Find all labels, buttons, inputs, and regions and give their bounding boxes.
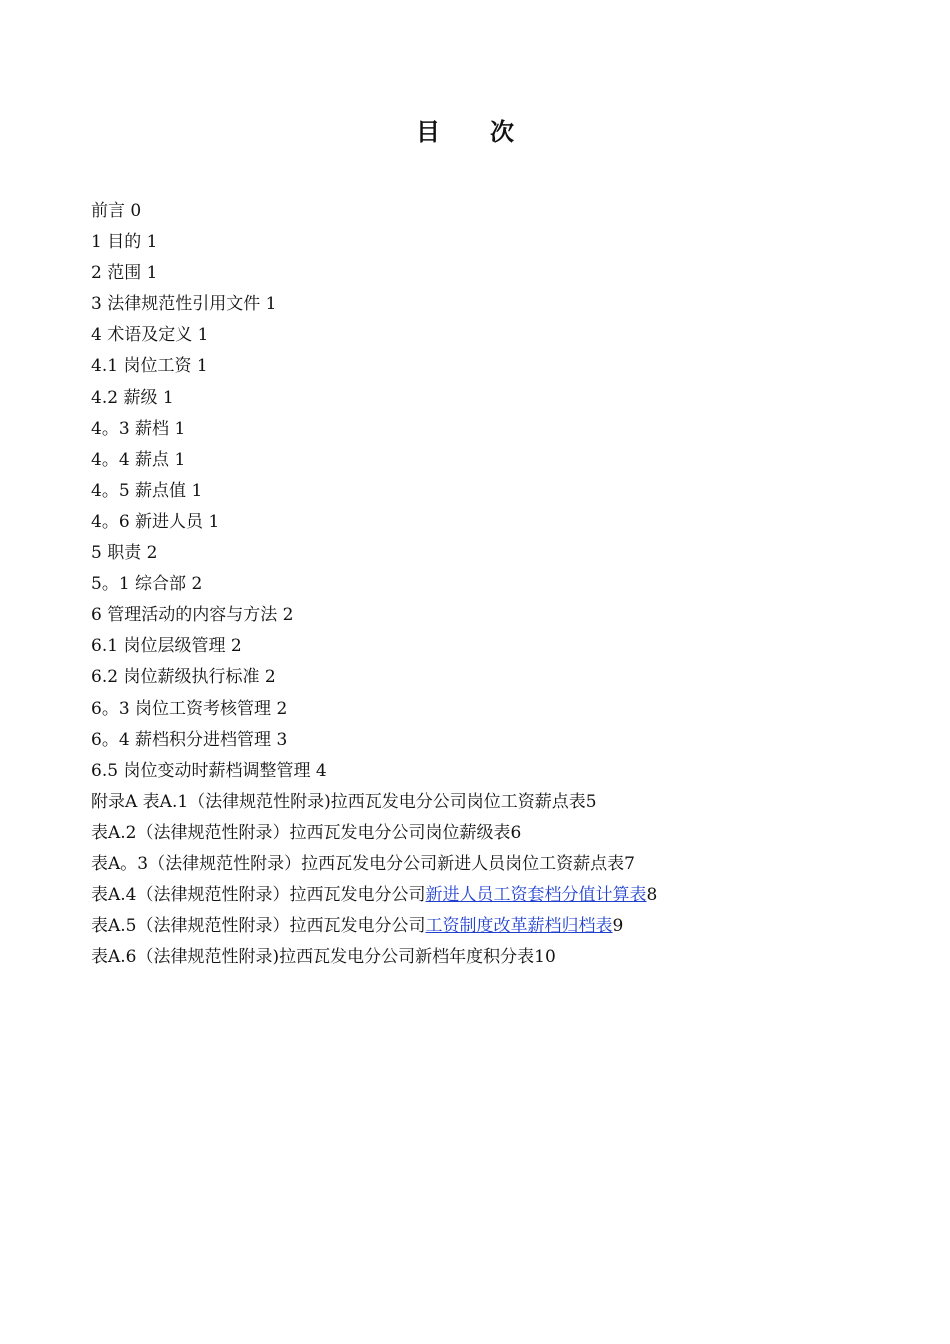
toc-title-part2: 次 bbox=[490, 118, 514, 146]
toc-entry-preface[interactable]: 前言 0 bbox=[91, 201, 142, 221]
toc-entry-6[interactable]: 6 管理活动的内容与方法 2 bbox=[91, 605, 294, 626]
toc-entry-table-a3[interactable]: 表A。3（法律规范性附录）拉西瓦发电分公司新进人员岗位工资薪点表7 bbox=[91, 853, 635, 874]
toc-entry-4-2[interactable]: 4.2 薪级 1 bbox=[91, 387, 174, 408]
toc-link-table-a4[interactable]: 新进人员工资套档分值计算表 bbox=[425, 885, 647, 906]
toc-list bbox=[91, 196, 657, 973]
toc-entry-4-5[interactable]: 4。5 薪点值 1 bbox=[91, 480, 203, 501]
toc-entry-3[interactable]: 3 法律规范性引用文件 1 bbox=[91, 294, 277, 315]
toc-entry-6-1[interactable]: 6.1 岗位层级管理 2 bbox=[91, 636, 242, 657]
toc-link-table-a5[interactable]: 工资制度改革薪档归档表 bbox=[425, 916, 613, 937]
toc-entry-4-1[interactable]: 4.1 岗位工资 1 bbox=[91, 356, 208, 377]
toc-entry-2[interactable]: 2 范围 1 bbox=[91, 263, 158, 284]
toc-title bbox=[0, 112, 930, 147]
toc-entry-table-a5-page: 9 bbox=[612, 916, 624, 937]
toc-entry-table-a4 bbox=[91, 880, 657, 911]
toc-entry-5-1[interactable]: 5。1 综合部 2 bbox=[91, 574, 203, 595]
toc-entry-table-a5 bbox=[91, 911, 657, 942]
toc-entry-table-a5-prefix: 表A.5（法律规范性附录）拉西瓦发电分公司 bbox=[91, 916, 426, 937]
toc-entry-1[interactable]: 1 目的 1 bbox=[91, 232, 158, 253]
toc-entry-4-6[interactable]: 4。6 新进人员 1 bbox=[91, 511, 220, 532]
toc-entry-6-3[interactable]: 6。3 岗位工资考核管理 2 bbox=[91, 698, 288, 719]
toc-entry-5[interactable]: 5 职责 2 bbox=[91, 543, 158, 564]
toc-entry-4-3[interactable]: 4。3 薪档 1 bbox=[91, 418, 186, 439]
toc-entry-6-2[interactable]: 6.2 岗位薪级执行标准 2 bbox=[91, 667, 276, 688]
toc-title-part1: 目 bbox=[416, 118, 440, 146]
toc-entry-table-a2[interactable]: 表A.2（法律规范性附录）拉西瓦发电分公司岗位薪级表6 bbox=[91, 822, 522, 843]
toc-entry-4[interactable]: 4 术语及定义 1 bbox=[91, 325, 209, 346]
toc-entry-table-a4-page: 8 bbox=[646, 885, 658, 906]
toc-entry-appendix-a1[interactable]: 附录A 表A.1（法律规范性附录)拉西瓦发电分公司岗位工资薪点表5 bbox=[91, 791, 597, 812]
toc-entry-4-4[interactable]: 4。4 薪点 1 bbox=[91, 449, 186, 470]
toc-entry-table-a4-prefix: 表A.4（法律规范性附录）拉西瓦发电分公司 bbox=[91, 885, 426, 906]
toc-entry-table-a6[interactable]: 表A.6（法律规范性附录)拉西瓦发电分公司新档年度积分表10 bbox=[91, 947, 556, 968]
toc-entry-6-4[interactable]: 6。4 薪档积分进档管理 3 bbox=[91, 729, 288, 750]
toc-entry-6-5[interactable]: 6.5 岗位变动时薪档调整管理 4 bbox=[91, 760, 327, 781]
